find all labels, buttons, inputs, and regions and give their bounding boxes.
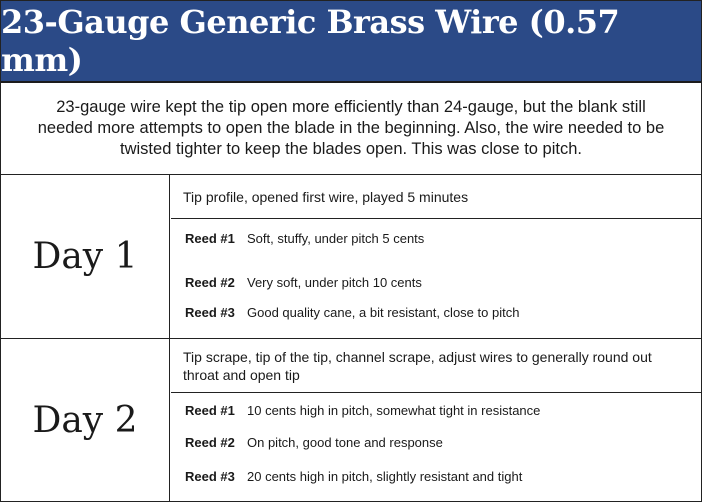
- reed-row: [185, 305, 519, 320]
- reed-name: Reed #1: [185, 403, 235, 418]
- reed-note: Very soft, under pitch 10 cents: [247, 275, 422, 290]
- day-summary: Tip profile, opened first wire, played 5 minutes: [171, 175, 701, 219]
- day-summary: Tip scrape, tip of the tip, channel scrape, adjust wires to generally round out throat and open tip: [171, 339, 701, 393]
- reed-note: On pitch, good tone and response: [247, 435, 443, 450]
- reed-row: [185, 469, 522, 484]
- day-section-1: [1, 175, 701, 339]
- day-section-2: [1, 339, 701, 501]
- day-label: Day 1: [1, 175, 170, 338]
- reed-row: [185, 403, 540, 418]
- reed-row: [185, 435, 443, 450]
- reed-note: 10 cents high in pitch, somewhat tight in resistance: [247, 403, 541, 418]
- reed-name: Reed #3: [185, 305, 235, 320]
- title-bar: [1, 1, 701, 83]
- intro-text: 23-gauge wire kept the tip open more efficiently than 24-gauge, but the blank still needed more attempts to open the blade in the beginning. Also, the wire needed to be twisted tighter to keep the blades open. This was close to pitch.: [1, 83, 701, 175]
- reed-note: Good quality cane, a bit resistant, close to pitch: [247, 305, 520, 320]
- reed-name: Reed #2: [185, 275, 235, 290]
- reed-note: 20 cents high in pitch, slightly resistant and tight: [247, 469, 523, 484]
- reed-note: Soft, stuffy, under pitch 5 cents: [247, 231, 425, 246]
- reed-name: Reed #3: [185, 469, 235, 484]
- day-label: Day 2: [1, 339, 170, 501]
- reed-row: [185, 231, 424, 246]
- reed-name: Reed #2: [185, 435, 235, 450]
- reed-name: Reed #1: [185, 231, 235, 246]
- page-title: 23-Gauge Generic Brass Wire (0.57 mm): [1, 3, 620, 79]
- reed-row: [185, 275, 422, 290]
